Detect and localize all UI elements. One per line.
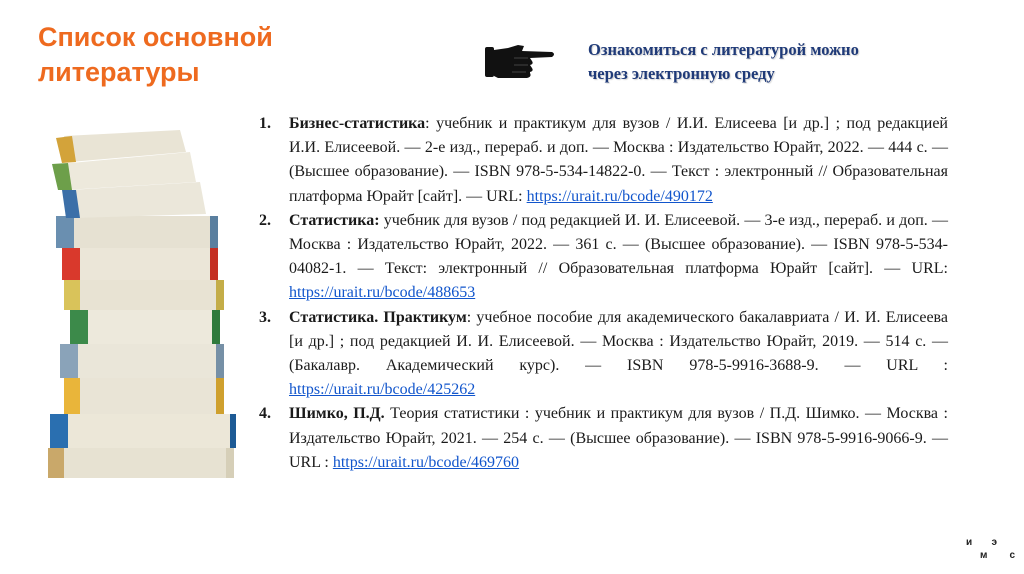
reference-title: Шимко, П.Д. [289, 405, 385, 423]
book-3 [64, 378, 224, 414]
book-8 [56, 216, 218, 248]
reference-list [256, 112, 948, 475]
reference-title: Статистика. Практикум [289, 308, 467, 326]
reference-number: 2. [259, 211, 271, 229]
title-line-2: литературы [38, 57, 200, 87]
reference-number: 3. [259, 308, 271, 326]
reference-link[interactable]: https://urait.ru/bcode/469760 [332, 453, 520, 471]
institution-logo [966, 536, 1020, 562]
reference-details: учебник для вузов / под редакцией И. И. Елисеевой. — 3-е изд., перераб. и доп. — Москва : Издательство Юрайт, 2022. — 361 с. — (Высшее образование). — ISBN 978-5-534-04082-1. — Текст: электронный // Образовательная платформа Юрайт [сайт]. — URL: [289, 211, 948, 278]
logo-letter: с [1009, 550, 1016, 561]
reference-details: : учебное пособие для академического бакалавриата / И. И. Елисеева [и др.] ; под редакцией И. И. Елисеевой. — Москва : Издательство Юрайт, 2019. — 514 с. — (Бакалавр. Академический курс). — ISBN 978-5-9916-3688-9. — URL : [289, 308, 948, 375]
reference-link[interactable]: https://urait.ru/bcode/490172 [526, 187, 713, 205]
book-2 [50, 414, 236, 448]
reference-item-4 [256, 402, 948, 475]
reference-item-3 [256, 306, 948, 403]
reference-link[interactable]: https://urait.ru/bcode/488653 [289, 284, 476, 302]
title-line-1: Список основной [38, 22, 273, 52]
reference-item-2 [256, 209, 948, 306]
reference-item-1 [256, 112, 948, 209]
reference-link[interactable]: https://urait.ru/bcode/425262 [289, 381, 476, 399]
book-4 [60, 344, 224, 378]
reference-title: Статистика: [289, 211, 380, 229]
slide-title [38, 20, 273, 90]
reference-title: Бизнес-статистика [289, 115, 426, 132]
reference-details: : учебник и практикум для вузов / И.И. Елисеева [и др.] ; под редакцией И.И. Елисеевой. — 2-е изд., перераб. и доп. — Москва : Издательство Юрайт, 2022. — 444 с. — (Высшее образование). — ISBN 978-5-534-14822-0. — Текст : электронный // Образовательная платформа Юрайт [сайт]. — URL: [289, 115, 948, 205]
logo-letter: и [966, 537, 974, 548]
reference-number: 1. [259, 115, 271, 132]
electronic-resource-note [588, 38, 962, 86]
logo-letter: э [991, 537, 998, 548]
book-7 [62, 248, 218, 280]
note-line-1: Ознакомиться с литературой можно [588, 40, 859, 59]
pointing-hand-icon [484, 42, 556, 82]
reference-details: Теория статистики : учебник и практикум для вузов / П.Д. Шимко. — Москва : Издательство Юрайт, 2021. — 254 с. — (Высшее образование). — ISBN 978-5-9916-9066-9. — URL : [289, 405, 948, 471]
book-stack-illustration [40, 130, 250, 490]
reference-number: 4. [259, 405, 271, 423]
book-1 [48, 448, 234, 478]
book-6 [64, 280, 224, 310]
logo-letter: м [980, 550, 989, 561]
book-5 [70, 310, 220, 344]
note-line-2: через электронную среду [588, 64, 775, 83]
